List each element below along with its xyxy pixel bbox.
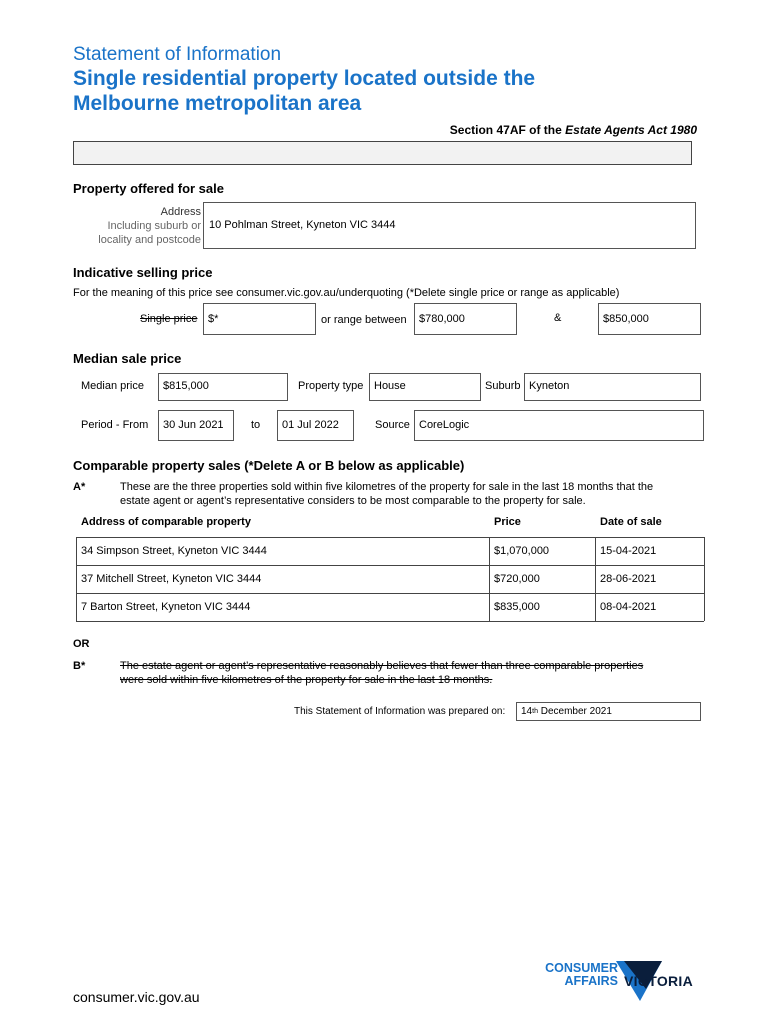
single-price-field[interactable]	[203, 303, 316, 335]
range-separator: &	[554, 312, 562, 324]
median-price-label: Median price	[81, 380, 144, 392]
col-header-address: Address of comparable property	[81, 516, 251, 528]
main-title	[73, 66, 535, 116]
section-ref-prefix: Section 47AF of the	[449, 123, 566, 137]
option-a-marker: A*	[73, 481, 86, 493]
indicative-price-note: For the meaning of this price see consumer.vic.gov.au/underquoting (*Delete single price or range as applicable)	[73, 287, 620, 299]
address-label-line2: Including suburb or	[107, 220, 201, 232]
indicative-price-heading: Indicative selling price	[73, 265, 213, 280]
option-b-text-line2: were sold within five kilometres of the property for sale in the last 18 months.	[120, 674, 493, 686]
suburb-value: Kyneton	[529, 380, 570, 392]
statement-title: Statement of Information	[73, 44, 282, 65]
option-b-marker: B*	[73, 660, 86, 672]
option-a-text	[120, 480, 653, 508]
property-type-field[interactable]	[369, 373, 481, 401]
table-rule	[76, 593, 704, 594]
period-to-label: to	[251, 419, 261, 431]
logo-line1: CONSUMER	[545, 961, 618, 975]
prepared-day: 14	[521, 706, 533, 717]
median-price-field[interactable]	[158, 373, 288, 401]
property-address-field[interactable]	[203, 202, 696, 249]
range-high-value: $850,000	[603, 313, 649, 325]
prepared-day-suffix: th	[532, 708, 538, 715]
prepared-on-field[interactable]	[516, 702, 701, 721]
main-title-line1: Single residential property located outside the	[73, 67, 536, 90]
logo-text	[528, 962, 618, 988]
section-reference	[450, 123, 697, 137]
or-label: OR	[73, 638, 90, 650]
comparable-date[interactable]: 28-06-2021	[600, 573, 657, 585]
table-rule	[595, 537, 596, 621]
property-type-value: House	[374, 380, 406, 392]
prepared-rest: December 2021	[537, 706, 612, 717]
source-field[interactable]	[414, 410, 704, 441]
option-b-text	[120, 659, 643, 687]
period-from-value: 30 Jun 2021	[163, 419, 224, 431]
option-b-text-line1: The estate agent or agent’s representative reasonably believes that fewer than three comparable properties	[120, 660, 644, 672]
footer-url[interactable]: consumer.vic.gov.au	[73, 989, 200, 1005]
logo-word: VICTORIA	[624, 973, 694, 989]
range-label: or range between	[321, 314, 407, 326]
option-a-text-line2: estate agent or agent’s representative considers to be most comparable to the property for sale.	[120, 495, 586, 507]
comparable-address[interactable]: 7 Barton Street, Kyneton VIC 3444	[81, 601, 251, 613]
suburb-label: Suburb	[485, 380, 521, 392]
logo-line2: AFFAIRS	[564, 974, 618, 988]
table-rule	[76, 565, 704, 566]
comparable-address[interactable]: 37 Mitchell Street, Kyneton VIC 3444	[81, 573, 262, 585]
main-title-line2: Melbourne metropolitan area	[73, 92, 362, 115]
range-low-value: $780,000	[419, 313, 465, 325]
col-header-price: Price	[494, 516, 521, 528]
agent-details-field[interactable]	[73, 141, 692, 165]
table-rule	[76, 621, 704, 622]
property-type-label: Property type	[298, 380, 364, 392]
consumer-affairs-victoria-logo	[528, 961, 703, 1005]
source-value: CoreLogic	[419, 419, 470, 431]
comparable-price[interactable]: $835,000	[494, 601, 540, 613]
address-label-line1: Address	[160, 206, 201, 218]
option-a-text-line1: These are the three properties sold within five kilometres of the property for sale in the last 18 months that the	[120, 481, 654, 493]
suburb-field[interactable]	[524, 373, 701, 401]
single-price-label: Single price	[140, 313, 198, 325]
source-label: Source	[375, 419, 410, 431]
range-high-field[interactable]	[598, 303, 701, 335]
address-label	[73, 205, 201, 247]
property-address-value: 10 Pohlman Street, Kyneton VIC 3444	[209, 219, 396, 231]
period-from-label: Period - From	[81, 419, 149, 431]
comparable-price[interactable]: $720,000	[494, 573, 540, 585]
table-rule	[76, 537, 77, 621]
single-price-value: $*	[208, 313, 219, 325]
table-rule	[704, 537, 705, 621]
comparable-price[interactable]: $1,070,000	[494, 545, 550, 557]
table-rule	[76, 537, 704, 538]
address-label-line3: locality and postcode	[98, 234, 201, 246]
prepared-on-label: This Statement of Information was prepared on:	[294, 706, 506, 717]
period-to-field[interactable]	[277, 410, 354, 441]
property-offered-heading: Property offered for sale	[73, 181, 224, 196]
comparable-address[interactable]: 34 Simpson Street, Kyneton VIC 3444	[81, 545, 267, 557]
period-from-field[interactable]	[158, 410, 234, 441]
comparable-date[interactable]: 15-04-2021	[600, 545, 657, 557]
range-low-field[interactable]	[414, 303, 517, 335]
median-heading: Median sale price	[73, 351, 182, 366]
period-to-value: 01 Jul 2022	[282, 419, 339, 431]
comparable-date[interactable]: 08-04-2021	[600, 601, 657, 613]
col-header-date: Date of sale	[600, 516, 662, 528]
median-price-value: $815,000	[163, 380, 209, 392]
section-ref-act: Estate Agents Act 1980	[565, 123, 697, 137]
comparables-heading: Comparable property sales (*Delete A or B below as applicable)	[73, 458, 465, 473]
table-rule	[489, 537, 490, 621]
